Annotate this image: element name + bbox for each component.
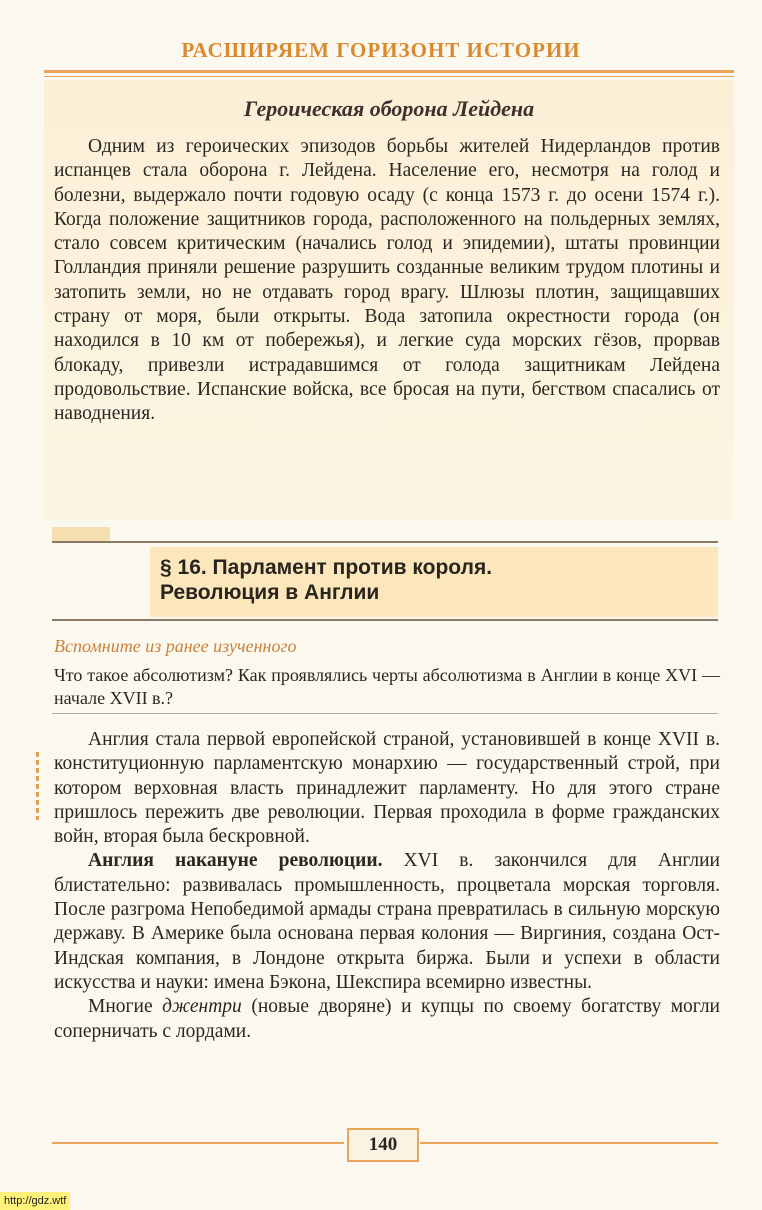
footer-rule-left [52,1142,344,1144]
footer-rule-right [420,1142,718,1144]
paragraph-2-text: XVI в. закончился для Англии блистательно: развивалась промышленность, процветала морская торговля. После разгрома Непобедимой армады страна превратилась в сильную морскую державу. В Америке была основана первая колония — Виргиния, создана Ост-Индская компания, в Лондоне открыта биржа. Были и успехи в области искусства и науки: имена Бэкона, Шекспира всемирно известны. [54,850,720,993]
header-rule-thick [44,70,734,73]
main-text [54,728,720,1044]
section-rule-top [52,541,718,543]
term-gentry: джентри [162,996,242,1018]
page-number: 140 [347,1128,419,1162]
paragraph-3-start: Многие [88,996,163,1018]
section-stub [52,527,110,541]
recall-rule [52,713,718,714]
running-header: РАСШИРЯЕМ ГОРИЗОНТ ИСТОРИИ [181,38,581,62]
paragraph-2 [54,849,720,995]
box-text [54,135,720,427]
paragraph-3 [54,995,720,1044]
section-title [160,555,710,605]
paragraph-2-heading: Англия накануне революции. [88,850,383,872]
paragraph-1-text: Англия стала первой европейской страной, установившей в конце XVII в. конституционную парламентскую монархию — государственный строй, при котором верховная власть принадлежит парламенту. Но для этого стране пришлось пережить две революции. Первая проходила в форме гражданских войн, вторая была бескровной. [54,729,720,848]
paragraph-1 [54,728,720,849]
section-title-line2: Революция в Англии [160,581,380,604]
margin-marker [36,752,39,820]
recall-question: Что такое абсолютизм? Как проявлялись черты абсолютизма в Англии в конце XVI — начале XVII в.? [54,665,720,708]
recall-heading: Вспомните из ранее изученного [54,636,297,656]
box-text-content: Одним из героических эпизодов борьбы жителей Нидерландов против испанцев стала оборона г. Лейдена. Население его, несмотря на голод и болезни, выдержало почти годовую осаду (с конца 1573 г. до осени 1574 г.). Когда положение защитников города, расположенного на польдерных землях, стало совсем критическим (начались голод и эпидемии), штаты провинции Голландия приняли решение разрушить созданные великим трудом плотины и затопить земли, но не отдавать город врагу. Шлюзы плотин, защищавших страну от моря, были открыты. Вода затопила окрестности города (он находился в 10 км от побережья), и легкие суда морских гёзов, прорвав блокаду, привезли истрадавшимся от голода защитникам Лейдена продовольствие. Испанские войска, все бросая на пути, бегством спасались от наводнения. [54,136,720,425]
paragraph-3-end: (новые дворяне) и купцы по своему богатству могли соперничать с лордами. [54,996,720,1042]
section-rule-bottom [52,619,718,621]
box-title: Героическая оборона Лейдена [243,96,535,121]
section-title-line1: § 16. Парламент против короля. [160,556,493,579]
watermark-link[interactable]: http://gdz.wtf [0,1192,70,1210]
header-rule-thin [44,76,734,77]
